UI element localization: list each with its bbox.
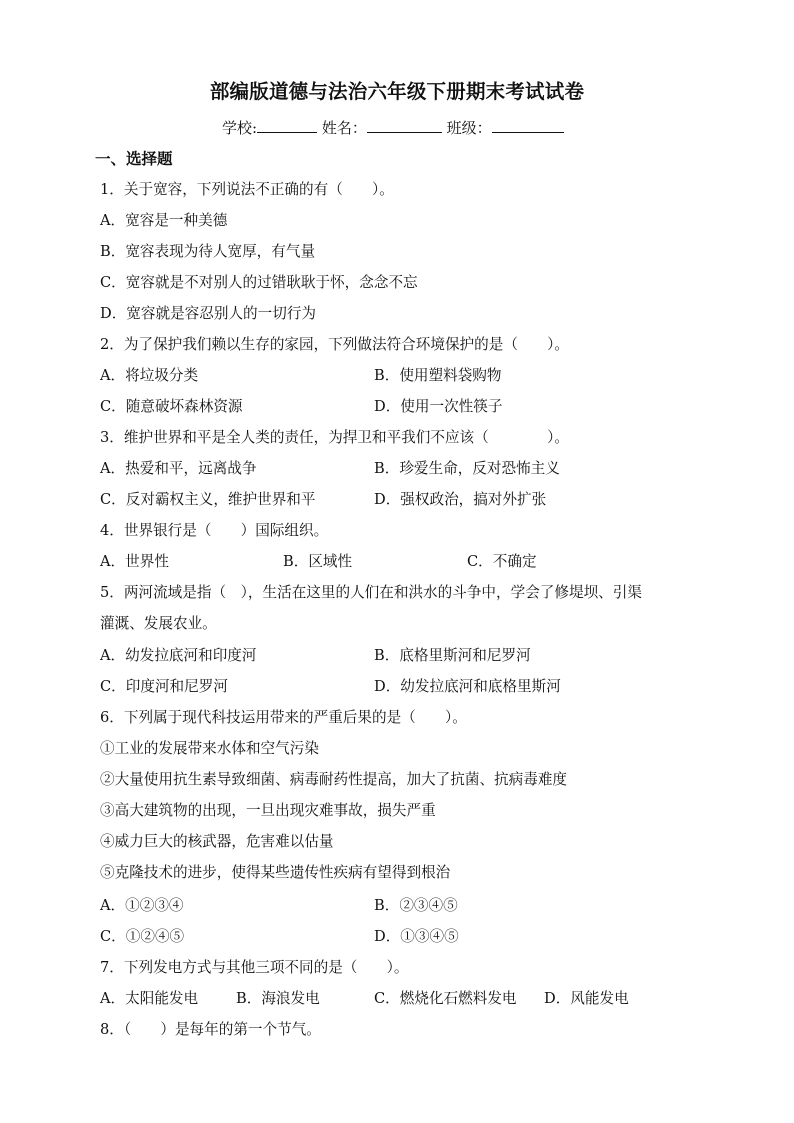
question-4-stem: 4．世界银行是（ ）国际组织。 [100,522,329,539]
section-title: 一、选择题 [95,150,173,168]
question-1-option-b: B．宽容表现为待人宽厚，有气量 [100,243,316,260]
question-6-option-c: C．①②④⑤ [100,928,185,945]
class-label: 班级： [446,119,492,137]
student-info-line [222,117,564,138]
question-6-item-1: ①工业的发展带来水体和空气污染 [100,740,319,757]
question-7-stem: 7．下列发电方式与其他三项不同的是（ ）。 [100,959,409,976]
question-5-stem-line-2: 灌溉、发展农业。 [100,615,217,632]
question-3-option-d: D．强权政治，搞对外扩张 [374,491,547,508]
question-3-option-c: C．反对霸权主义，维护世界和平 [100,491,316,508]
question-7-option-d: D．风能发电 [544,990,629,1007]
question-5-option-a: A．幼发拉底河和印度河 [100,647,257,664]
question-6-item-3: ③高大建筑物的出现，一旦出现灾难事故，损失严重 [100,802,436,819]
school-blank[interactable] [257,118,317,133]
question-3-option-a: A．热爱和平，远离战争 [100,460,257,477]
page-title: 部编版道德与法治六年级下册期末考试试卷 [209,80,585,103]
class-blank[interactable] [492,118,564,133]
question-5-option-c: C．印度河和尼罗河 [100,678,228,695]
question-5-option-b: B．底格里斯河和尼罗河 [374,647,531,664]
question-6-option-a: A．①②③④ [100,897,184,914]
question-1-option-a: A．宽容是一种美德 [100,212,228,229]
question-2-option-d: D．使用一次性筷子 [374,398,503,415]
question-2-option-c: C．随意破坏森林资源 [100,398,243,415]
question-1-stem: 1．关于宽容，下列说法不正确的有（ ）。 [100,181,394,198]
question-3-option-b: B．珍爱生命，反对恐怖主义 [374,460,560,477]
name-blank[interactable] [367,118,442,133]
question-4-option-b: B．区域性 [283,553,353,570]
question-5-stem-line-1: 5．两河流域是指（ ），生活在这里的人们在和洪水的斗争中，学会了修堤坝、引渠 [100,584,642,601]
question-2-option-b: B．使用塑料袋购物 [374,367,502,384]
question-7-option-b: B．海浪发电 [236,990,320,1007]
question-1-option-c: C．宽容就是不对别人的过错耿耿于怀，念念不忘 [100,274,418,291]
question-2-option-a: A．将垃圾分类 [100,367,199,384]
question-1-option-d: D．宽容就是容忍别人的一切行为 [100,305,317,322]
question-3-stem: 3．维护世界和平是全人类的责任，为捍卫和平我们不应该（ ）。 [100,429,569,446]
question-5-option-d: D．幼发拉底河和底格里斯河 [374,678,561,695]
name-label: 姓名： [321,119,367,137]
question-6-option-b: B．②③④⑤ [374,897,458,914]
question-6-stem: 6．下列属于现代科技运用带来的严重后果的是（ ）。 [100,709,467,726]
question-7-option-c: C．燃烧化石燃料发电 [374,990,517,1007]
question-6-item-4: ④威力巨大的核武器，危害难以估量 [100,833,334,850]
question-4-option-a: A．世界性 [100,553,169,570]
question-6-item-5: ⑤克隆技术的进步，使得某些遗传性疾病有望得到根治 [100,864,451,881]
school-label: 学校: [222,119,258,137]
question-8-stem: 8．（ ）是每年的第一个节气。 [100,1021,321,1038]
question-2-stem: 2．为了保护我们赖以生存的家园，下列做法符合环境保护的是（ ）。 [100,336,569,353]
question-6-item-2: ②大量使用抗生素导致细菌、病毒耐药性提高，加大了抗菌、抗病毒难度 [100,771,568,788]
question-7-option-a: A．太阳能发电 [100,990,199,1007]
question-6-option-d: D．①③④⑤ [374,928,459,945]
question-4-option-c: C．不确定 [467,553,537,570]
